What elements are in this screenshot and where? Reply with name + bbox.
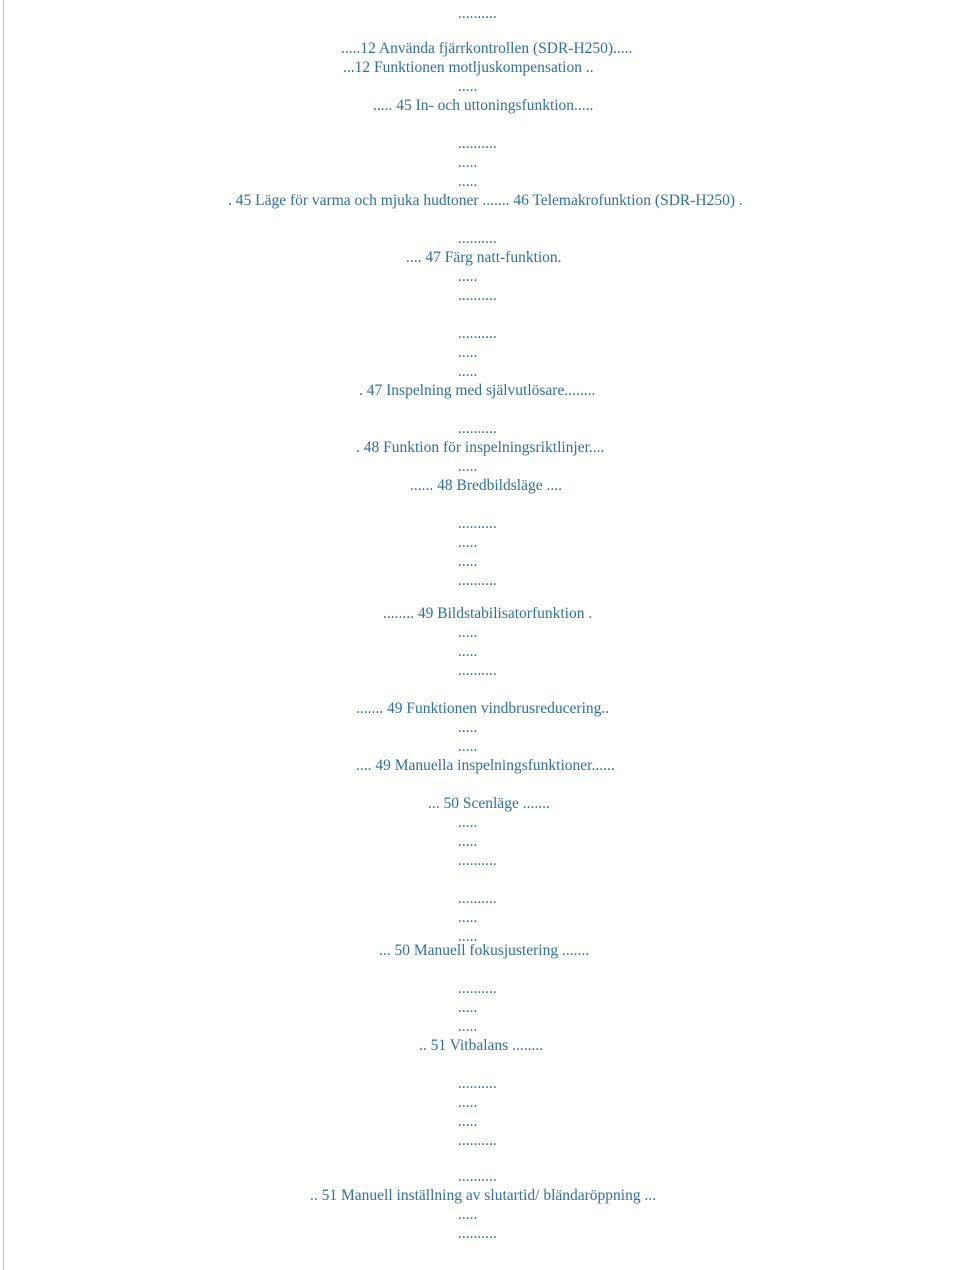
dot-leader-line: .......... [458,1075,497,1092]
dot-leader-line: ..... [458,1113,478,1130]
dot-leader-line: ..... [458,268,478,285]
dot-leader-line: ..... [458,363,478,380]
index-entry: ... 50 Manuell fokusjustering ....... [379,942,590,959]
dot-leader-line: ..... [458,78,478,95]
index-entry: . 48 Funktion för inspelningsriktlinjer.... [356,439,605,456]
dot-leader-line: ..... [458,458,478,475]
index-entry: .... 49 Manuella inspelningsfunktioner...... [356,757,615,774]
index-entry: ....... 49 Funktionen vindbrusreducering.. [356,700,610,717]
dot-leader-line: .......... [458,135,497,152]
dot-leader-line: ..... [458,719,478,736]
dot-leader-line: ..... [458,814,478,831]
index-entry: ... 50 Scenläge ....... [428,795,550,812]
index-entry: .. 51 Manuell inställning av slutartid/ bländaröppning ... [310,1187,657,1204]
index-entry: .... 47 Färg natt-funktion. [406,249,562,266]
dot-leader-line: .......... [458,287,497,304]
dot-leader-line: ..... [458,1018,478,1035]
dot-leader-line: ..... [458,154,478,171]
index-entry: ........ 49 Bildstabilisatorfunktion . [383,605,593,622]
dot-leader-line: .......... [458,1168,497,1185]
page-left-border [3,0,4,1270]
dot-leader-line: ..... [458,909,478,926]
dot-leader-line: .......... [458,515,497,532]
dot-leader-line: ..... [458,553,478,570]
dot-leader-line: ..... [458,1206,478,1223]
dot-leader-line: ..... [458,1094,478,1111]
dot-leader-line: .......... [458,420,497,437]
dot-leader-line: ..... [458,173,478,190]
dot-leader-line: .......... [458,1225,497,1242]
index-entry: ...12 Funktionen motljuskompensation .. [343,59,594,76]
dot-leader-line: ..... [458,833,478,850]
index-entry: ..... 45 In- och uttoningsfunktion..... [373,97,594,114]
dot-leader-line: .......... [458,5,497,22]
index-entry: .....12 Använda fjärrkontrollen (SDR-H250)..... [341,40,633,57]
dot-leader-line: .......... [458,852,497,869]
index-entry: . 45 Läge för varma och mjuka hudtoner ....... 46 Telemakrofunktion (SDR-H250) . [228,192,743,209]
dot-leader-line: .......... [458,1132,497,1149]
dot-leader-line: ..... [458,738,478,755]
dot-leader-line: ..... [458,534,478,551]
dot-leader-line: ..... [458,344,478,361]
dot-leader-line: ..... [458,624,478,641]
dot-leader-line: .......... [458,230,497,247]
dot-leader-line: ..... [458,999,478,1016]
dot-leader-line: ..... [458,928,478,945]
index-entry: . 47 Inspelning med självutlösare........ [359,382,596,399]
dot-leader-line: .......... [458,980,497,997]
dot-leader-line: ..... [458,643,478,660]
dot-leader-line: .......... [458,325,497,342]
dot-leader-line: .......... [458,890,497,907]
index-entry: .. 51 Vitbalans ........ [419,1037,544,1054]
index-entry: ...... 48 Bredbildsläge .... [410,477,562,494]
dot-leader-line: .......... [458,662,497,679]
dot-leader-line: .......... [458,572,497,589]
